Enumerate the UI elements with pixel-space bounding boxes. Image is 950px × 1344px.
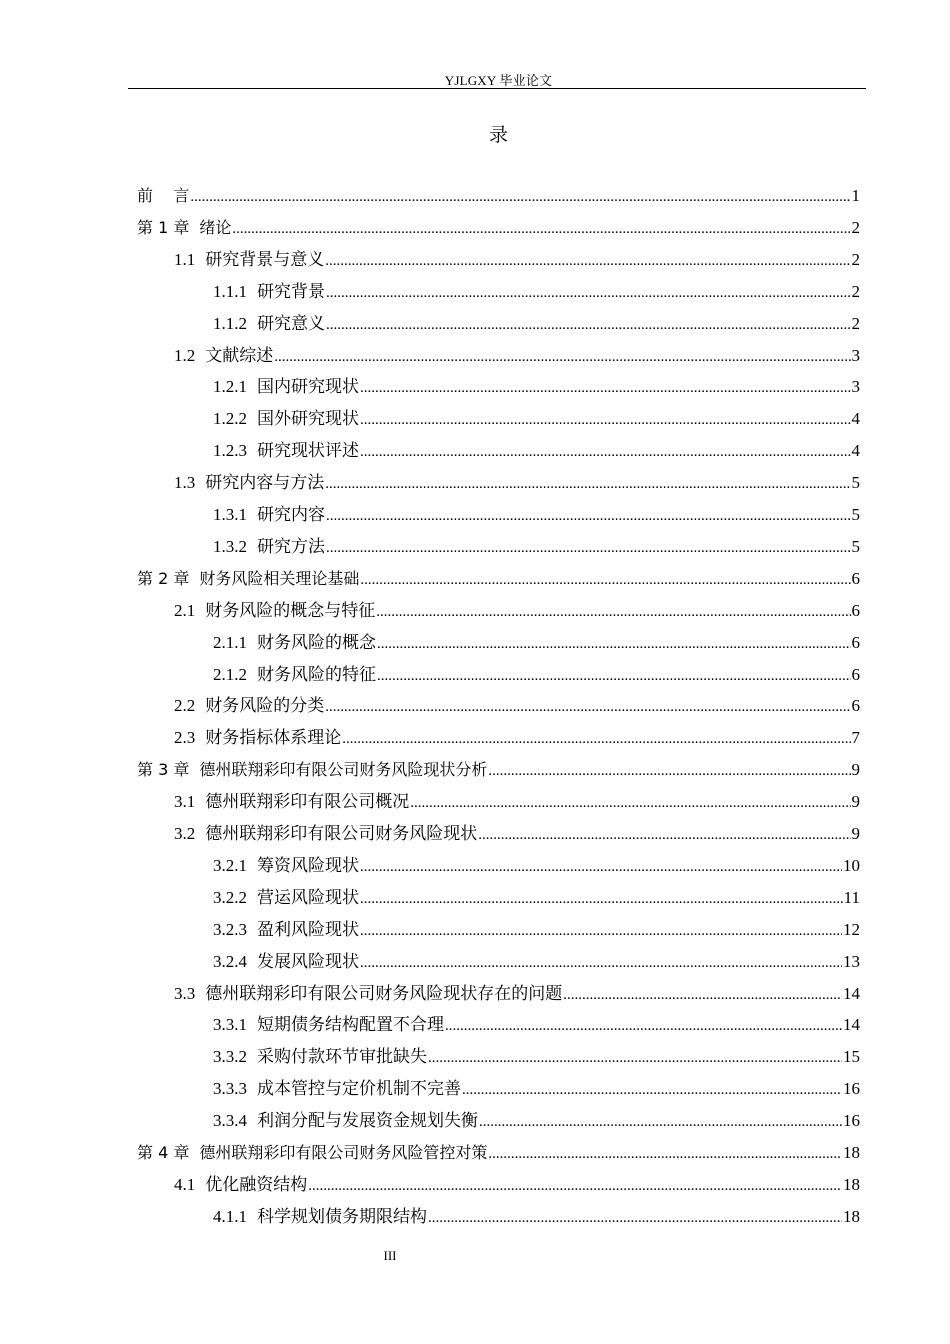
toc-entry-number: 2.3 [174, 728, 196, 748]
toc-entry-page: 10 [843, 855, 860, 875]
toc-entry-page: 2 [851, 217, 860, 237]
toc-dot-leader [445, 1010, 842, 1042]
toc-entry-page: 9 [851, 824, 860, 843]
toc-dot-leader [376, 596, 850, 628]
toc-entry[interactable] [213, 435, 860, 467]
toc-entry-label: 德州联翔彩印有限公司财务风险现状 [205, 824, 478, 843]
toc-entry-page: 3 [851, 345, 860, 365]
toc-entry-page: 4 [851, 441, 860, 461]
toc-dot-leader [360, 883, 843, 915]
toc-entry-page: 3 [851, 377, 860, 397]
toc-entry-number: 2.1.1 [213, 632, 247, 652]
toc-entry-label: 发展风险现状 [257, 951, 359, 971]
toc-dot-leader [428, 1202, 842, 1234]
toc-entry-label: 德州联翔彩印有限公司概况 [205, 792, 410, 812]
toc-dot-leader [377, 660, 851, 692]
toc-dot-leader [325, 468, 850, 500]
toc-dot-leader [360, 851, 842, 883]
toc-entry-page: 5 [851, 473, 860, 493]
toc-entry[interactable] [174, 978, 860, 1010]
toc-entry-page: 6 [851, 664, 860, 684]
toc-entry-label: 研究现状评述 [257, 441, 359, 461]
toc-entry-page: 11 [843, 887, 860, 907]
toc-entry-number: 3.2.1 [213, 855, 247, 875]
toc-entry-number: 3.3.1 [213, 1015, 247, 1035]
toc-entry[interactable] [213, 659, 860, 691]
toc-entry-label: 采购付款环节审批缺失 [257, 1047, 427, 1067]
toc-entry-page: 2 [851, 281, 860, 301]
page-header: YJLGXY 毕业论文 [444, 73, 553, 88]
toc-entry[interactable] [174, 244, 860, 276]
toc-entry-label: 科学规划债务期限结构 [257, 1206, 427, 1226]
toc-entry-page: 9 [851, 792, 860, 812]
toc-entry-number: 2.2 [174, 696, 196, 716]
toc-dot-leader [360, 404, 851, 436]
toc-entry-number: 3.2.2 [213, 887, 247, 907]
toc-entry-number: 3.3.3 [213, 1079, 247, 1099]
toc-entry-label: 财务指标体系理论 [205, 728, 342, 748]
toc-entry-label: 研究背景 [257, 281, 325, 301]
toc-dot-leader [326, 532, 851, 564]
toc-entry-page: 12 [843, 919, 860, 939]
toc-entry-label: 财务风险的概念 [257, 632, 376, 652]
toc-dot-leader [232, 213, 850, 245]
toc-dot-leader [326, 500, 851, 532]
toc-entry[interactable] [213, 531, 860, 563]
toc-entry-number: 2.1.2 [213, 664, 247, 684]
toc-entry[interactable] [213, 1201, 860, 1233]
toc-entry[interactable] [174, 595, 860, 627]
toc-entry-page: 7 [851, 728, 860, 748]
toc-dot-leader [478, 819, 850, 851]
toc-dot-leader [488, 755, 850, 787]
toc-entry-label: 德州联翔彩印有限公司财务风险管控对策 [199, 1143, 488, 1162]
toc-dot-leader [274, 341, 850, 373]
toc-entry[interactable] [137, 212, 860, 244]
toc-entry[interactable] [174, 1169, 860, 1201]
toc-entry-label: 文献综述 [205, 345, 274, 365]
toc-entry-label: 财务风险相关理论基础 [199, 568, 360, 588]
toc-entry-number: 3.3 [174, 983, 196, 1003]
toc-entry-page: 2 [851, 313, 860, 333]
toc-entry-number: 1.3.1 [213, 505, 247, 524]
toc-entry-number: 3.2.3 [213, 919, 247, 939]
toc-entry-label: 研究内容 [257, 505, 325, 524]
toc-entry-page: 13 [843, 951, 860, 971]
toc-dot-leader [325, 245, 850, 277]
toc-entry-page: 14 [843, 1015, 860, 1035]
toc-dot-leader [360, 947, 842, 979]
toc-entry-number: 1.1.2 [213, 313, 247, 333]
toc-entry-number: 1.1.1 [213, 281, 247, 301]
toc-entry[interactable] [174, 690, 860, 722]
toc-dot-leader [308, 1170, 842, 1202]
toc-entry-number: 3.3.2 [213, 1047, 247, 1067]
toc-entry-number: 3.1 [174, 792, 196, 812]
toc-entry[interactable] [174, 340, 860, 372]
toc-entry-page: 6 [851, 568, 860, 588]
toc-entry-number: 第 2 章 [137, 568, 190, 588]
toc-entry-label: 财务风险的概念与特征 [205, 600, 376, 620]
toc-entry[interactable] [213, 308, 860, 340]
toc-entry-label: 利润分配与发展资金规划失衡 [257, 1111, 478, 1131]
toc-dot-leader [410, 787, 850, 819]
toc-entry[interactable] [213, 946, 860, 978]
toc-dot-leader [360, 436, 851, 468]
toc-entry[interactable] [213, 627, 860, 659]
toc-dot-leader [428, 1042, 842, 1074]
toc-dot-leader [326, 277, 851, 309]
toc-entry[interactable] [213, 850, 860, 882]
toc-entry-number: 1.2.3 [213, 441, 247, 461]
toc-entry-number: 2.1 [174, 600, 196, 620]
toc-entry-number: 1.3.2 [213, 536, 247, 556]
toc-entry-label: 优化融资结构 [205, 1174, 308, 1194]
toc-entry[interactable] [213, 499, 860, 531]
toc-entry-page: 6 [851, 632, 860, 652]
toc-dot-leader [360, 564, 850, 596]
toc-entry[interactable] [213, 371, 860, 403]
toc-dot-leader [488, 1138, 842, 1170]
page-number: III [383, 1248, 397, 1263]
toc-entry-page: 16 [843, 1111, 860, 1131]
toc-entry-page: 5 [851, 505, 860, 524]
toc-dot-leader [326, 309, 851, 341]
toc-entry-page: 6 [851, 696, 860, 716]
toc-entry-number: 3.2 [174, 824, 196, 843]
toc-dot-leader [325, 691, 850, 723]
toc-entry-number: 1.2.2 [213, 409, 247, 429]
toc-entry[interactable] [137, 563, 860, 595]
toc-entry-page: 9 [851, 760, 860, 780]
toc-entry-number: 1.2 [174, 345, 196, 365]
toc-entry-label: 研究背景与意义 [205, 249, 325, 269]
toc-entry-label: 短期债务结构配置不合理 [257, 1015, 444, 1035]
toc-entry-number: 4.1.1 [213, 1206, 247, 1226]
toc-entry-label: 筹资风险现状 [257, 855, 359, 875]
toc-entry-number: 前 言 [137, 186, 190, 205]
toc-entry-number: 第 4 章 [137, 1143, 190, 1162]
toc-entry[interactable] [213, 1041, 860, 1073]
toc-dot-leader [462, 1074, 842, 1106]
toc-dot-leader [342, 723, 850, 755]
toc-entry[interactable] [137, 180, 860, 212]
toc-entry-number: 第 3 章 [137, 760, 190, 780]
toc-entry[interactable] [137, 1137, 860, 1169]
toc-entry-page: 14 [843, 983, 860, 1003]
toc-title: 录 [488, 125, 508, 146]
toc-entry-number: 1.1 [174, 249, 196, 269]
toc-entry-page: 18 [843, 1174, 860, 1194]
toc-entry-number: 3.3.4 [213, 1111, 247, 1131]
toc-entry-label: 德州联翔彩印有限公司财务风险现状分析 [199, 760, 488, 780]
toc-entry-page: 18 [843, 1206, 860, 1226]
toc-entry-label: 绪论 [199, 217, 232, 237]
toc-dot-leader [360, 915, 842, 947]
toc-entry-page: 16 [843, 1079, 860, 1099]
toc-entry[interactable] [174, 786, 860, 818]
toc-dot-leader [563, 979, 842, 1011]
toc-entry-number: 4.1 [174, 1174, 196, 1194]
toc-entry-number: 1.3 [174, 473, 196, 493]
header-rule [128, 88, 866, 89]
toc-entry-label: 盈利风险现状 [257, 919, 359, 939]
toc-entry[interactable] [213, 1105, 860, 1137]
toc-entry-label: 国外研究现状 [257, 409, 359, 429]
toc-entry[interactable] [213, 403, 860, 435]
toc-entry[interactable] [174, 818, 860, 850]
toc-entry-label: 成本管控与定价机制不完善 [257, 1079, 461, 1099]
toc-entry-number: 第 1 章 [137, 217, 190, 237]
toc-entry-label: 国内研究现状 [257, 377, 359, 397]
toc-entry-label: 研究意义 [257, 313, 325, 333]
toc-dot-leader [479, 1106, 842, 1138]
toc-entry[interactable] [174, 467, 860, 499]
toc-entry-label: 研究方法 [257, 536, 325, 556]
toc-entry-label: 德州联翔彩印有限公司财务风险现状存在的问题 [205, 983, 563, 1003]
toc-entry-page: 5 [851, 536, 860, 556]
toc-entry-label: 研究内容与方法 [205, 473, 325, 493]
toc-entry-label: 财务风险的分类 [205, 696, 325, 716]
toc-entry-label: 营运风险现状 [257, 887, 359, 907]
toc-dot-leader [360, 372, 851, 404]
toc-entry-page: 4 [851, 409, 860, 429]
toc-entry-page: 6 [851, 600, 860, 620]
toc-entry[interactable] [213, 914, 860, 946]
toc-entry-label: 财务风险的特征 [257, 664, 376, 684]
toc-entry[interactable] [213, 1073, 860, 1105]
toc-dot-leader [190, 181, 850, 213]
toc-dot-leader [377, 628, 851, 660]
toc-entry-page: 1 [851, 186, 860, 205]
toc-entry-page: 2 [851, 249, 860, 269]
toc-entry[interactable] [213, 276, 860, 308]
toc-entry[interactable] [174, 722, 860, 754]
toc-entry-number: 3.2.4 [213, 951, 247, 971]
toc-entry[interactable] [137, 754, 860, 786]
toc-entry-page: 18 [843, 1143, 860, 1162]
toc-entry-number: 1.2.1 [213, 377, 247, 397]
toc-entry[interactable] [213, 1009, 860, 1041]
toc-entry[interactable] [213, 882, 860, 914]
toc-entry-page: 15 [843, 1047, 860, 1067]
